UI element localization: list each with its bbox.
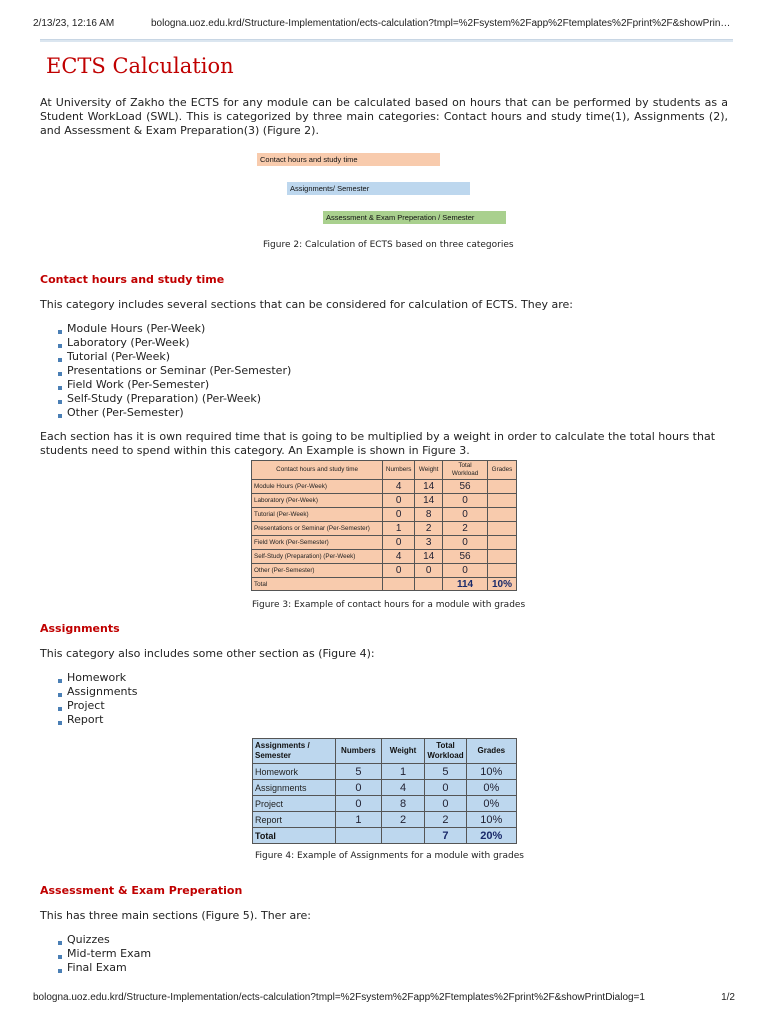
table-cell: 10% bbox=[466, 764, 516, 780]
list-item: Final Exam bbox=[58, 961, 151, 975]
footer-url: bologna.uoz.edu.krd/Structure-Implementation/ects-calculation?tmpl=%2Fsystem%2Fapp%2Ftemplates%2Fprint%2F&showPrintDialog=1 bbox=[33, 992, 645, 1003]
table-cell: Module Hours (Per-Week) bbox=[252, 480, 383, 494]
table-cell bbox=[488, 536, 517, 550]
table-row bbox=[253, 812, 517, 828]
table-cell: 0 bbox=[443, 564, 488, 578]
table-cell: 14 bbox=[415, 480, 443, 494]
table-cell: 0% bbox=[466, 780, 516, 796]
print-datetime: 2/13/23, 12:16 AM bbox=[33, 18, 115, 29]
assignments-intro: This category also includes some other section as (Figure 4): bbox=[40, 647, 375, 660]
contact-intro: This category includes several sections that can be considered for calculation of ECTS. They are: bbox=[40, 298, 573, 311]
column-header: Grades bbox=[466, 739, 516, 764]
table-cell: 0 bbox=[425, 780, 466, 796]
list-item: Module Hours (Per-Week) bbox=[58, 322, 291, 336]
contact-list bbox=[58, 322, 291, 420]
table-cell: 2 bbox=[443, 522, 488, 536]
table-cell: 5 bbox=[425, 764, 466, 780]
table-cell: 0 bbox=[443, 494, 488, 508]
table-cell: 0 bbox=[383, 564, 415, 578]
table-cell: Tutorial (Per-Week) bbox=[252, 508, 383, 522]
table-cell: 1 bbox=[383, 522, 415, 536]
list-item: Field Work (Per-Semester) bbox=[58, 378, 291, 392]
column-header: Numbers bbox=[383, 461, 415, 480]
list-item: Laboratory (Per-Week) bbox=[58, 336, 291, 350]
table-cell: 2 bbox=[381, 812, 425, 828]
figure-2-bar-contact: Contact hours and study time bbox=[257, 153, 440, 166]
column-header: Total Workload bbox=[443, 461, 488, 480]
table-cell: 56 bbox=[443, 550, 488, 564]
table-cell: Self-Study (Preparation) (Per-Week) bbox=[252, 550, 383, 564]
table-cell: Other (Per-Semester) bbox=[252, 564, 383, 578]
table-cell: Report bbox=[253, 812, 336, 828]
figure-4-caption: Figure 4: Example of Assignments for a module with grades bbox=[255, 851, 524, 861]
table-row bbox=[252, 494, 517, 508]
list-item: Presentations or Seminar (Per-Semester) bbox=[58, 364, 291, 378]
table-cell bbox=[488, 508, 517, 522]
figure-2-bar-assignments: Assignments/ Semester bbox=[287, 182, 470, 195]
table-cell: 1 bbox=[381, 764, 425, 780]
figure-3-table bbox=[251, 460, 517, 591]
table-cell bbox=[488, 564, 517, 578]
table-cell: 1 bbox=[336, 812, 382, 828]
table-cell bbox=[488, 550, 517, 564]
column-header: Total Workload bbox=[425, 739, 466, 764]
column-header: Numbers bbox=[336, 739, 382, 764]
table-cell bbox=[488, 480, 517, 494]
header-divider bbox=[40, 39, 733, 42]
table-cell: 4 bbox=[383, 550, 415, 564]
figure-4-table bbox=[252, 738, 517, 844]
table-cell: 4 bbox=[383, 480, 415, 494]
table-cell: 3 bbox=[415, 536, 443, 550]
assessment-list bbox=[58, 933, 151, 975]
column-header: Grades bbox=[488, 461, 517, 480]
table-cell: 0 bbox=[425, 796, 466, 812]
table-cell: 0 bbox=[336, 780, 382, 796]
table-total-row bbox=[252, 578, 517, 591]
page-title: ECTS Calculation bbox=[46, 54, 234, 78]
print-footer bbox=[33, 992, 735, 1003]
list-item: Homework bbox=[58, 671, 138, 685]
table-row bbox=[252, 508, 517, 522]
table-cell: 4 bbox=[381, 780, 425, 796]
table-cell: Homework bbox=[253, 764, 336, 780]
column-header: Weight bbox=[381, 739, 425, 764]
assignments-list bbox=[58, 671, 138, 727]
table-cell bbox=[488, 522, 517, 536]
table-cell: 0 bbox=[415, 564, 443, 578]
table-cell: 8 bbox=[415, 508, 443, 522]
column-header: Weight bbox=[415, 461, 443, 480]
figure-2-bar-assessment: Assessment & Exam Preperation / Semester bbox=[323, 211, 506, 224]
contact-after-paragraph: Each section has it is own required time that is going to be multiplied by a weight in order to calculate the total hours that students need to spend within this category. An Example is shown in Figure 3. bbox=[40, 430, 716, 457]
table-total-row bbox=[253, 828, 517, 844]
table-cell: Laboratory (Per-Week) bbox=[252, 494, 383, 508]
list-item: Quizzes bbox=[58, 933, 151, 947]
table-cell: 2 bbox=[425, 812, 466, 828]
table-cell bbox=[383, 578, 415, 591]
total-grade: 10% bbox=[488, 578, 517, 591]
table-cell: Project bbox=[253, 796, 336, 812]
list-item: Report bbox=[58, 713, 138, 727]
table-cell: 0 bbox=[383, 536, 415, 550]
list-item: Project bbox=[58, 699, 138, 713]
total-workload: 114 bbox=[443, 578, 488, 591]
column-header: Contact hours and study time bbox=[252, 461, 383, 480]
section-heading-assessment: Assessment & Exam Preperation bbox=[40, 884, 243, 897]
table-cell bbox=[336, 828, 382, 844]
table-cell: Field Work (Per-Semester) bbox=[252, 536, 383, 550]
list-item: Tutorial (Per-Week) bbox=[58, 350, 291, 364]
list-item: Assignments bbox=[58, 685, 138, 699]
column-header: Assignments / Semester bbox=[253, 739, 336, 764]
table-cell: Total bbox=[252, 578, 383, 591]
list-item: Other (Per-Semester) bbox=[58, 406, 291, 420]
table-row bbox=[252, 480, 517, 494]
table-cell: 0 bbox=[383, 508, 415, 522]
table-row bbox=[252, 536, 517, 550]
table-header-row bbox=[253, 739, 517, 764]
list-item: Mid-term Exam bbox=[58, 947, 151, 961]
table-row bbox=[252, 522, 517, 536]
print-url: bologna.uoz.edu.krd/Structure-Implementation/ects-calculation?tmpl=%2Fsystem%2Fapp%2Ftemplates%2Fprint%2F&showPrin… bbox=[151, 18, 731, 29]
table-row bbox=[252, 550, 517, 564]
table-cell: 0 bbox=[383, 494, 415, 508]
figure-3-caption: Figure 3: Example of contact hours for a module with grades bbox=[252, 600, 526, 610]
table-cell: 14 bbox=[415, 494, 443, 508]
table-cell: 14 bbox=[415, 550, 443, 564]
total-workload: 7 bbox=[425, 828, 466, 844]
intro-paragraph: At University of Zakho the ECTS for any module can be calculated based on hours that can be performed by students as a Student WorkLoad (SWL). This is categorized by three main categories: Contact hours and study time(1), Assignments (2), and Assessment & Exam Preparation(3) (Figure 2). bbox=[40, 96, 728, 137]
figure-2-caption: Figure 2: Calculation of ECTS based on three categories bbox=[263, 240, 514, 250]
table-header-row bbox=[252, 461, 517, 480]
list-item: Self-Study (Preparation) (Per-Week) bbox=[58, 392, 291, 406]
table-row bbox=[253, 796, 517, 812]
table-cell: 56 bbox=[443, 480, 488, 494]
page-number: 1/2 bbox=[721, 992, 735, 1003]
table-cell bbox=[488, 494, 517, 508]
table-cell: Presentations or Seminar (Per-Semester) bbox=[252, 522, 383, 536]
table-row bbox=[253, 764, 517, 780]
table-cell: 8 bbox=[381, 796, 425, 812]
table-cell: 10% bbox=[466, 812, 516, 828]
table-cell: Total bbox=[253, 828, 336, 844]
table-cell: Assignments bbox=[253, 780, 336, 796]
section-heading-contact: Contact hours and study time bbox=[40, 273, 225, 286]
table-cell: 0 bbox=[443, 536, 488, 550]
total-grade: 20% bbox=[466, 828, 516, 844]
table-cell: 2 bbox=[415, 522, 443, 536]
table-cell: 0 bbox=[443, 508, 488, 522]
table-cell: 5 bbox=[336, 764, 382, 780]
table-row bbox=[253, 780, 517, 796]
table-row bbox=[252, 564, 517, 578]
table-cell: 0% bbox=[466, 796, 516, 812]
table-cell: 0 bbox=[336, 796, 382, 812]
section-heading-assignments: Assignments bbox=[40, 622, 120, 635]
assessment-intro: This has three main sections (Figure 5). Ther are: bbox=[40, 909, 311, 922]
table-cell bbox=[415, 578, 443, 591]
table-cell bbox=[381, 828, 425, 844]
